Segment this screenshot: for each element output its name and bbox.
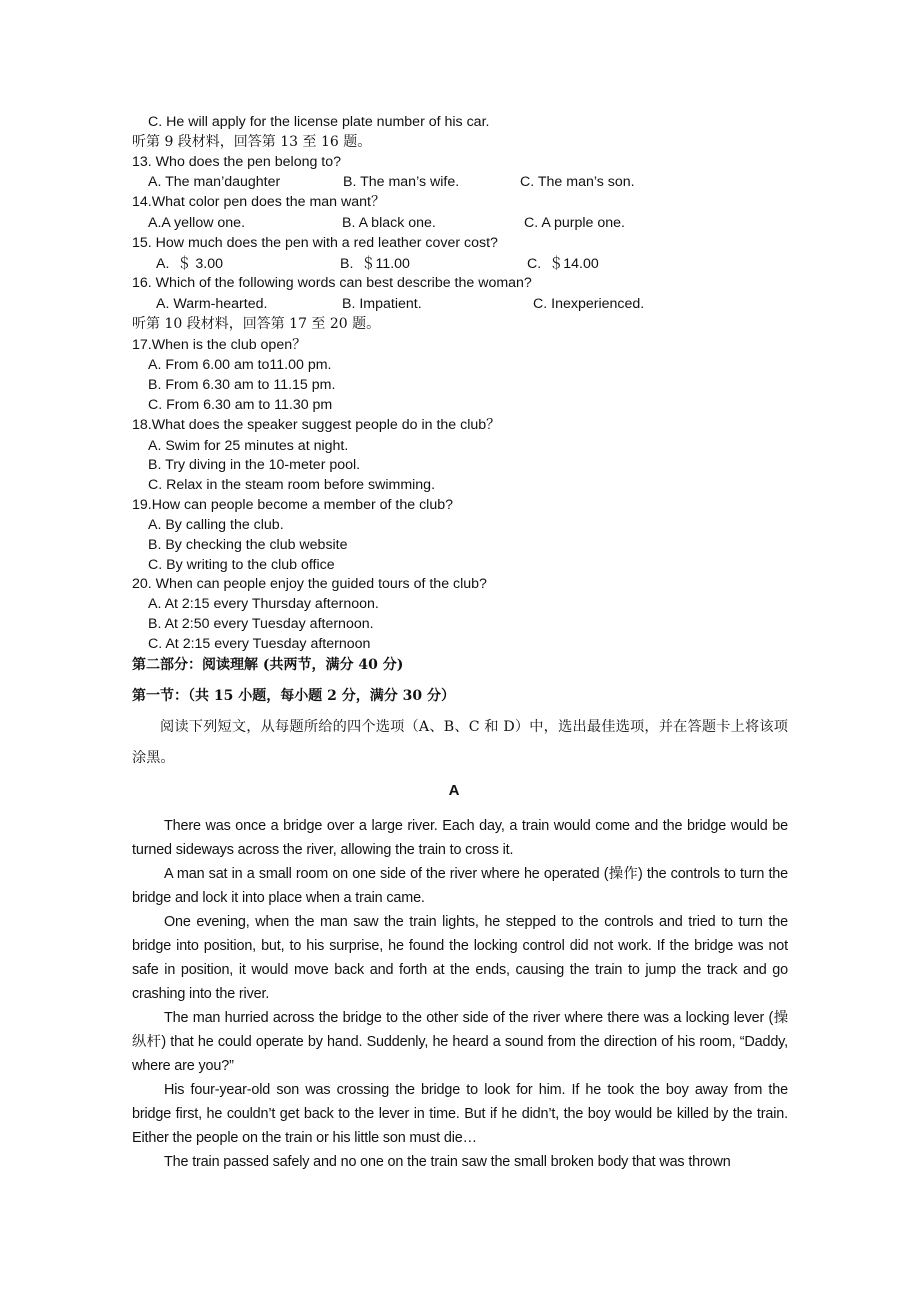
q17-option-a: A. From 6.00 am to11.00 pm. (148, 357, 332, 373)
paragraph-5: His four-year-old son was crossing the bridge to look for him. If he took the boy away from the bridge first, he couldn’t get back to the lever in time. But if he didn’t, the boy would be killed by the train. Either the people on the train or his little son must die… (132, 1082, 788, 1146)
q13-option-b: B. The man’s wife. (343, 174, 460, 190)
q16-option-b: B. Impatient. (342, 296, 422, 312)
q19-option-b: B. By checking the club website (148, 537, 348, 553)
q14-option-a: A.A yellow one. (148, 215, 246, 231)
question-16: 16. Which of the following words can best describe the woman? (132, 275, 532, 291)
q20-option-b: B. At 2:50 every Tuesday afternoon. (148, 616, 374, 632)
paragraph-4: The man hurried across the bridge to the other side of the river where there was a locking lever (操纵杆) that he could operate by hand. Suddenly, he heard a sound from the direction of his room, “Daddy, where are you?” (132, 1010, 788, 1074)
paragraph-6: The train passed safely and no one on the train saw the small broken body that was thrown (164, 1154, 731, 1170)
question-14: 14.What color pen does the man want？ (132, 194, 386, 210)
previous-question-option-c: C. He will apply for the license plate number of his car. (148, 114, 490, 130)
question-19: 19.How can people become a member of the club? (132, 497, 453, 513)
q14-option-b: B. A black one. (342, 215, 436, 231)
section-one-heading: 第一节：（共 15 小题，每小题 2 分，满分 30 分） (132, 688, 455, 704)
q15-option-a: A. ＄ 3.00 (156, 256, 224, 272)
part-two-heading: 第二部分：阅读理解 (共两节，满分 40 分) (132, 657, 404, 673)
q16-option-a: A. Warm-hearted. (156, 296, 268, 312)
section10-instruction: 听第 10 段材料，回答第 17 至 20 题。 (132, 316, 381, 332)
q15-option-c: C. ＄14.00 (527, 256, 599, 272)
q18-option-a: A. Swim for 25 minutes at night. (148, 438, 349, 454)
q13-option-a: A. The man’daughter (148, 174, 281, 190)
paragraph-3: One evening, when the man saw the train lights, he stepped to the controls and tried to turn the bridge into position, but, to his surprise, he found the locking control did not work. If the bridge was not safe in position, it would move back and forth at the ends, causing the train to jump the track and go crashing into the river. (132, 914, 788, 1002)
q17-option-c: C. From 6.30 am to 11.30 pm (148, 397, 333, 413)
question-20: 20. When can people enjoy the guided tours of the club? (132, 576, 487, 592)
q19-option-c: C. By writing to the club office (148, 557, 335, 573)
passage-label: A (448, 782, 460, 799)
q13-option-c: C. The man’s son. (520, 174, 635, 190)
q14-option-c: C. A purple one. (524, 215, 625, 231)
q16-option-c: C. Inexperienced. (533, 296, 645, 312)
passage-a (132, 814, 788, 1174)
question-18: 18.What does the speaker suggest people do in the club？ (132, 417, 501, 433)
q18-option-c: C. Relax in the steam room before swimming. (148, 477, 436, 493)
paragraph-2: A man sat in a small room on one side of the river where he operated (操作) the controls to turn the bridge and lock it into place when a train came. (132, 866, 788, 906)
q20-option-c: C. At 2:15 every Tuesday afternoon (148, 636, 371, 652)
question-15: 15. How much does the pen with a red leather cover cost? (132, 235, 498, 251)
q17-option-b: B. From 6.30 am to 11.15 pm. (148, 377, 336, 393)
reading-instruction: 阅读下列短文，从每题所给的四个选项（A、B、C 和 D）中，选出最佳选项，并在答题卡上将该项涂黑。 (132, 719, 788, 766)
question-17: 17.When is the club open？ (132, 337, 307, 353)
q18-option-b: B. Try diving in the 10-meter pool. (148, 457, 361, 473)
question-13: 13. Who does the pen belong to? (132, 154, 342, 170)
q19-option-a: A. By calling the club. (148, 517, 284, 533)
q15-option-b: B. ＄11.00 (340, 256, 410, 272)
paragraph-1: There was once a bridge over a large river. Each day, a train would come and the bridge would be turned sideways across the river, allowing the train to cross it. (132, 818, 788, 858)
q20-option-a: A. At 2:15 every Thursday afternoon. (148, 596, 379, 612)
section9-instruction: 听第 9 段材料，回答第 13 至 16 题。 (132, 134, 372, 150)
